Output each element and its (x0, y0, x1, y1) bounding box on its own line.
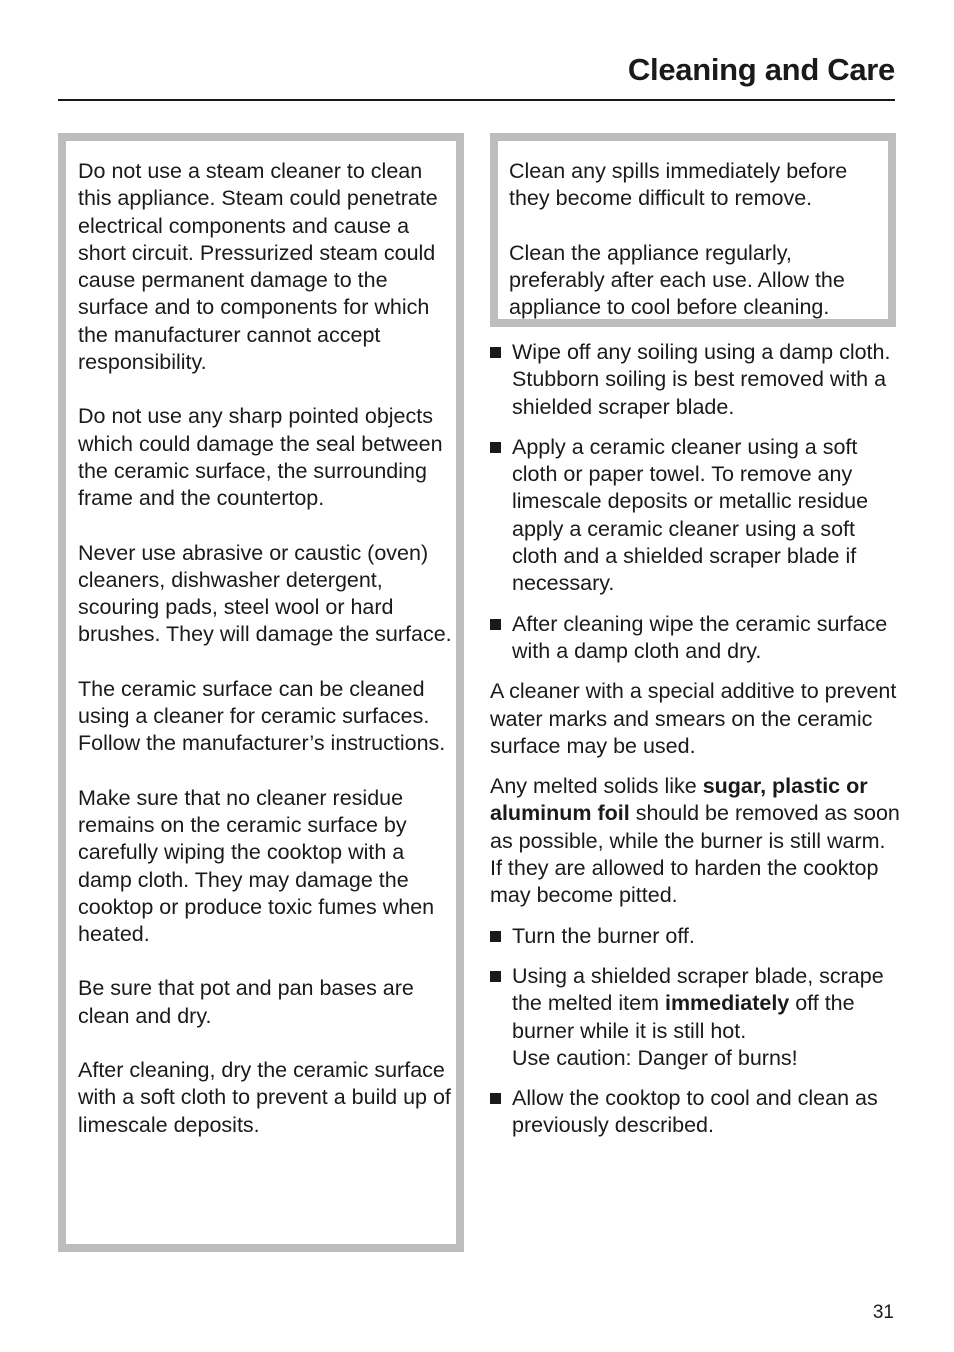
bullet-wipe-soiling: Wipe off any soiling using a damp cloth. Stubborn soiling is best removed with a shielded scraper blade. (512, 340, 891, 419)
bullet-square-icon (490, 971, 501, 982)
scrape-caution: Use caution: Danger of burns! (512, 1045, 798, 1070)
note-clean-regularly: Clean the appliance regularly, preferably after each use. Allow the appliance to cool before cleaning. (509, 240, 845, 320)
info-box-right (490, 133, 896, 327)
warning-box-left (58, 133, 464, 1252)
list-item (490, 923, 900, 950)
bullet-square-icon (490, 931, 501, 942)
para-melted-solids (490, 773, 900, 909)
note-clean-spills: Clean any spills immediately before they become difficult to remove. (509, 159, 848, 211)
bullet-wipe-dry: After cleaning wipe the ceramic surface with a damp cloth and dry. (512, 611, 888, 663)
bullet-square-icon (490, 347, 501, 358)
list-item (490, 1085, 900, 1140)
para-special-additive: A cleaner with a special additive to prevent water marks and smears on the ceramic surface may be used. (490, 679, 897, 758)
list-item (490, 339, 900, 421)
list-item (490, 434, 900, 598)
bullet-allow-cool: Allow the cooktop to cool and clean as previously described. (512, 1086, 878, 1138)
page-number: 31 (872, 1302, 894, 1323)
bullet-apply-cleaner: Apply a ceramic cleaner using a soft cloth or paper towel. To remove any limescale deposits or metallic residue apply a ceramic cleaner using a soft cloth and a shielded scraper blade if necessary. (512, 434, 869, 596)
warning-abrasive-cleaners: Never use abrasive or caustic (oven) cleaners, dishwasher detergent, scouring pads, steel wool or hard brushes. They will damage the surface. (78, 540, 452, 647)
note-dry-surface: After cleaning, dry the ceramic surface with a soft cloth to prevent a build up of limescale deposits. (78, 1058, 451, 1137)
right-column (490, 339, 900, 1153)
bullet-turn-off: Turn the burner off. (512, 923, 695, 948)
bullet-square-icon (490, 619, 501, 630)
scrape-text-pre: Using a shielded scraper blade, scrape the melted item (512, 963, 884, 1016)
page-title: Cleaning and Care (627, 52, 895, 87)
bullet-square-icon (490, 442, 501, 453)
scrape-text-post: off the burner while it is still hot. (512, 991, 855, 1043)
warning-cleaner-residue: Make sure that no cleaner residue remains on the ceramic surface by carefully wiping the cooktop with a damp cloth. They may damage the cooktop or produce toxic fumes when heated. (78, 785, 435, 947)
note-ceramic-cleaner: The ceramic surface can be cleaned using a cleaner for ceramic surfaces. Follow the manufacturer’s instructions. (78, 676, 446, 756)
melted-text-bold: sugar, plastic or aluminum foil (490, 774, 868, 826)
warning-steam-cleaner: Do not use a steam cleaner to clean this appliance. Steam could penetrate electrical components and cause a short circuit. Pressurized steam could cause permanent damage to the surface and to components for which the manufacturer cannot accept responsibility. (78, 159, 438, 375)
title-rule (58, 99, 895, 101)
scrape-text-bold: immediately (664, 991, 790, 1016)
melted-text-post: should be removed as soon as possible, while the burner is still warm. If they are allowed to harden the cooktop may become pitted. (490, 801, 900, 908)
melted-text-pre: Any melted solids like (490, 774, 703, 799)
list-item (490, 963, 900, 1072)
warning-sharp-objects: Do not use any sharp pointed objects which could damage the seal between the ceramic surface, the surrounding frame and the countertop. (78, 404, 443, 511)
list-item (490, 611, 900, 666)
bullet-square-icon (490, 1093, 501, 1104)
note-pan-bases: Be sure that pot and pan bases are clean and dry. (78, 976, 414, 1028)
